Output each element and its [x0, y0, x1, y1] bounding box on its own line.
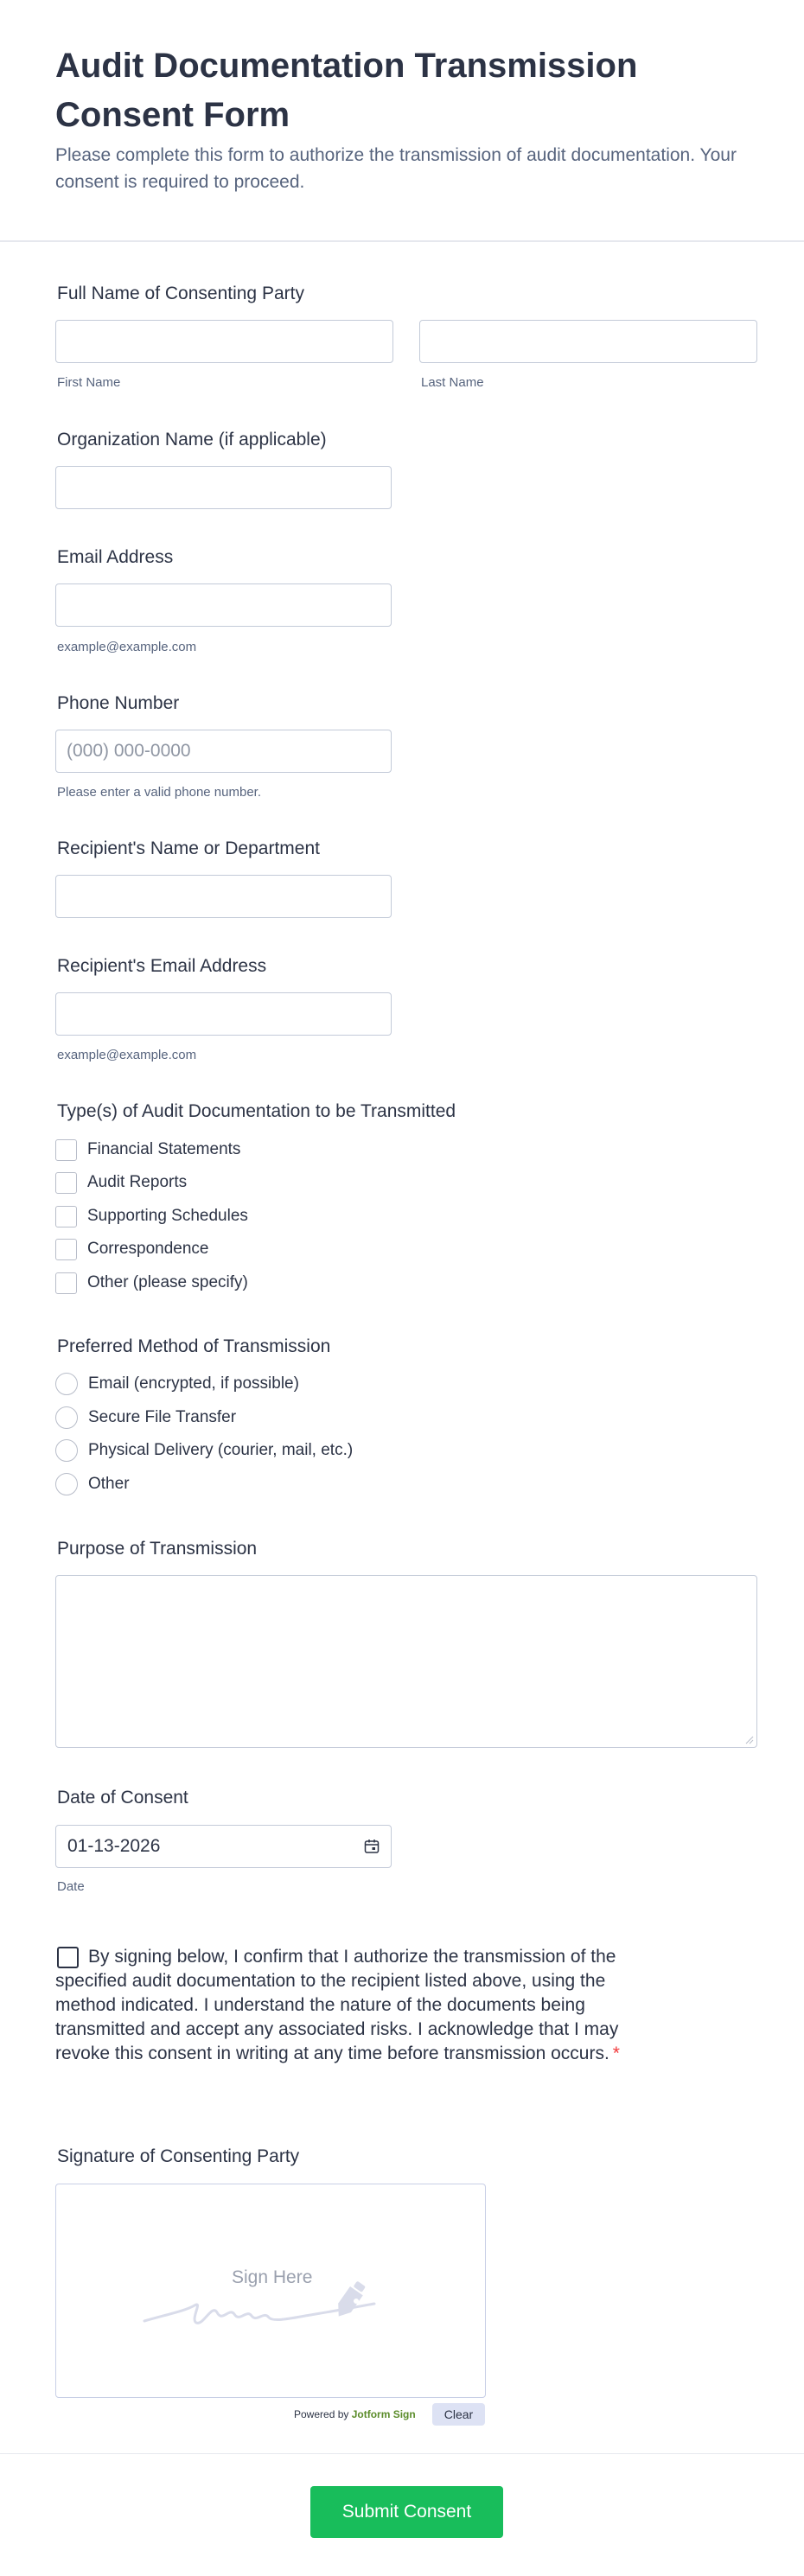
radio-button[interactable]: [55, 1473, 78, 1495]
radio-button[interactable]: [55, 1406, 78, 1429]
checkbox[interactable]: [55, 1272, 77, 1294]
date-value: 01-13-2026: [67, 1836, 161, 1856]
phone-sublabel: Please enter a valid phone number.: [57, 785, 261, 800]
first-name-sublabel: First Name: [57, 375, 121, 390]
footer-divider: [0, 2453, 804, 2454]
organization-input[interactable]: [55, 466, 392, 509]
radio-button[interactable]: [55, 1373, 78, 1395]
doc-type-option[interactable]: [55, 1138, 240, 1161]
date-label: Date of Consent: [57, 1788, 188, 1808]
recipient-email-sublabel: example@example.com: [57, 1048, 197, 1062]
signature-label: Signature of Consenting Party: [57, 2146, 300, 2166]
doc-type-option[interactable]: [55, 1171, 187, 1194]
powered-prefix: Powered by: [294, 2408, 349, 2420]
transmission-method-label: Preferred Method of Transmission: [57, 1336, 331, 1356]
option-label: Email (encrypted, if possible): [88, 1374, 299, 1393]
email-label: Email Address: [57, 547, 174, 567]
first-name-input[interactable]: [55, 320, 393, 363]
email-input[interactable]: [55, 583, 392, 627]
checkbox[interactable]: [55, 1172, 77, 1194]
doc-type-option[interactable]: [55, 1272, 248, 1294]
clear-signature-button[interactable]: Clear: [432, 2403, 485, 2426]
option-label: Audit Reports: [87, 1173, 188, 1191]
option-label: Other: [88, 1475, 130, 1493]
required-asterisk: *: [612, 2044, 620, 2063]
signature-pad[interactable]: [55, 2184, 486, 2398]
radio-button[interactable]: [55, 1439, 78, 1462]
submit-button[interactable]: Submit Consent: [310, 2486, 503, 2538]
powered-by: [294, 2408, 416, 2420]
email-sublabel: example@example.com: [57, 640, 197, 654]
consent-text: [55, 1945, 652, 2066]
page-title: Audit Documentation Transmission Consent Form: [55, 47, 638, 134]
option-label: Secure File Transfer: [88, 1408, 237, 1426]
jotform-sign-link[interactable]: Jotform Sign: [351, 2408, 416, 2420]
date-sublabel: Date: [57, 1879, 85, 1894]
recipient-email-input[interactable]: [55, 992, 392, 1036]
phone-label: Phone Number: [57, 693, 180, 713]
sign-here-placeholder: Sign Here: [232, 2267, 313, 2287]
organization-label: Organization Name (if applicable): [57, 430, 327, 450]
checkbox[interactable]: [55, 1139, 77, 1161]
option-label: Physical Delivery (courier, mail, etc.): [88, 1441, 354, 1459]
doc-types-label: Type(s) of Audit Documentation to be Transmitted: [57, 1101, 456, 1121]
option-label: Correspondence: [87, 1240, 209, 1258]
transmission-option[interactable]: [55, 1473, 130, 1495]
doc-type-option[interactable]: [55, 1238, 208, 1260]
option-label: Financial Statements: [87, 1140, 241, 1158]
option-label: Other (please specify): [87, 1273, 248, 1291]
resize-handle-icon[interactable]: [745, 1736, 754, 1744]
doc-type-option[interactable]: [55, 1205, 248, 1227]
form-header: [0, 0, 804, 242]
recipient-name-input[interactable]: [55, 875, 392, 918]
transmission-option[interactable]: [55, 1406, 236, 1429]
purpose-label: Purpose of Transmission: [57, 1539, 258, 1559]
purpose-textarea[interactable]: [55, 1575, 757, 1748]
transmission-option[interactable]: [55, 1439, 353, 1462]
full-name-label: Full Name of Consenting Party: [57, 284, 304, 303]
recipient-name-label: Recipient's Name or Department: [57, 838, 320, 858]
checkbox[interactable]: [55, 1239, 77, 1260]
date-input[interactable]: [55, 1825, 392, 1868]
recipient-email-label: Recipient's Email Address: [57, 956, 267, 976]
transmission-option[interactable]: [55, 1373, 299, 1395]
last-name-sublabel: Last Name: [421, 375, 484, 390]
last-name-input[interactable]: [419, 320, 757, 363]
calendar-icon[interactable]: [363, 1838, 380, 1855]
checkbox[interactable]: [55, 1206, 77, 1227]
phone-input[interactable]: [55, 730, 392, 773]
form-subtitle: Please complete this form to authorize the transmission of audit documentation. Your consent is required to proceed.: [55, 145, 737, 192]
consent-statement: By signing below, I confirm that I authorize the transmission of the specified audit documentation to the recipient listed above, using the method indicated. I understand the nature of the documents being transmitted and accept any associated risks. I acknowledge that I may revoke this consent in writing at any time before transmission occurs.: [55, 1947, 619, 2063]
option-label: Supporting Schedules: [87, 1207, 248, 1225]
